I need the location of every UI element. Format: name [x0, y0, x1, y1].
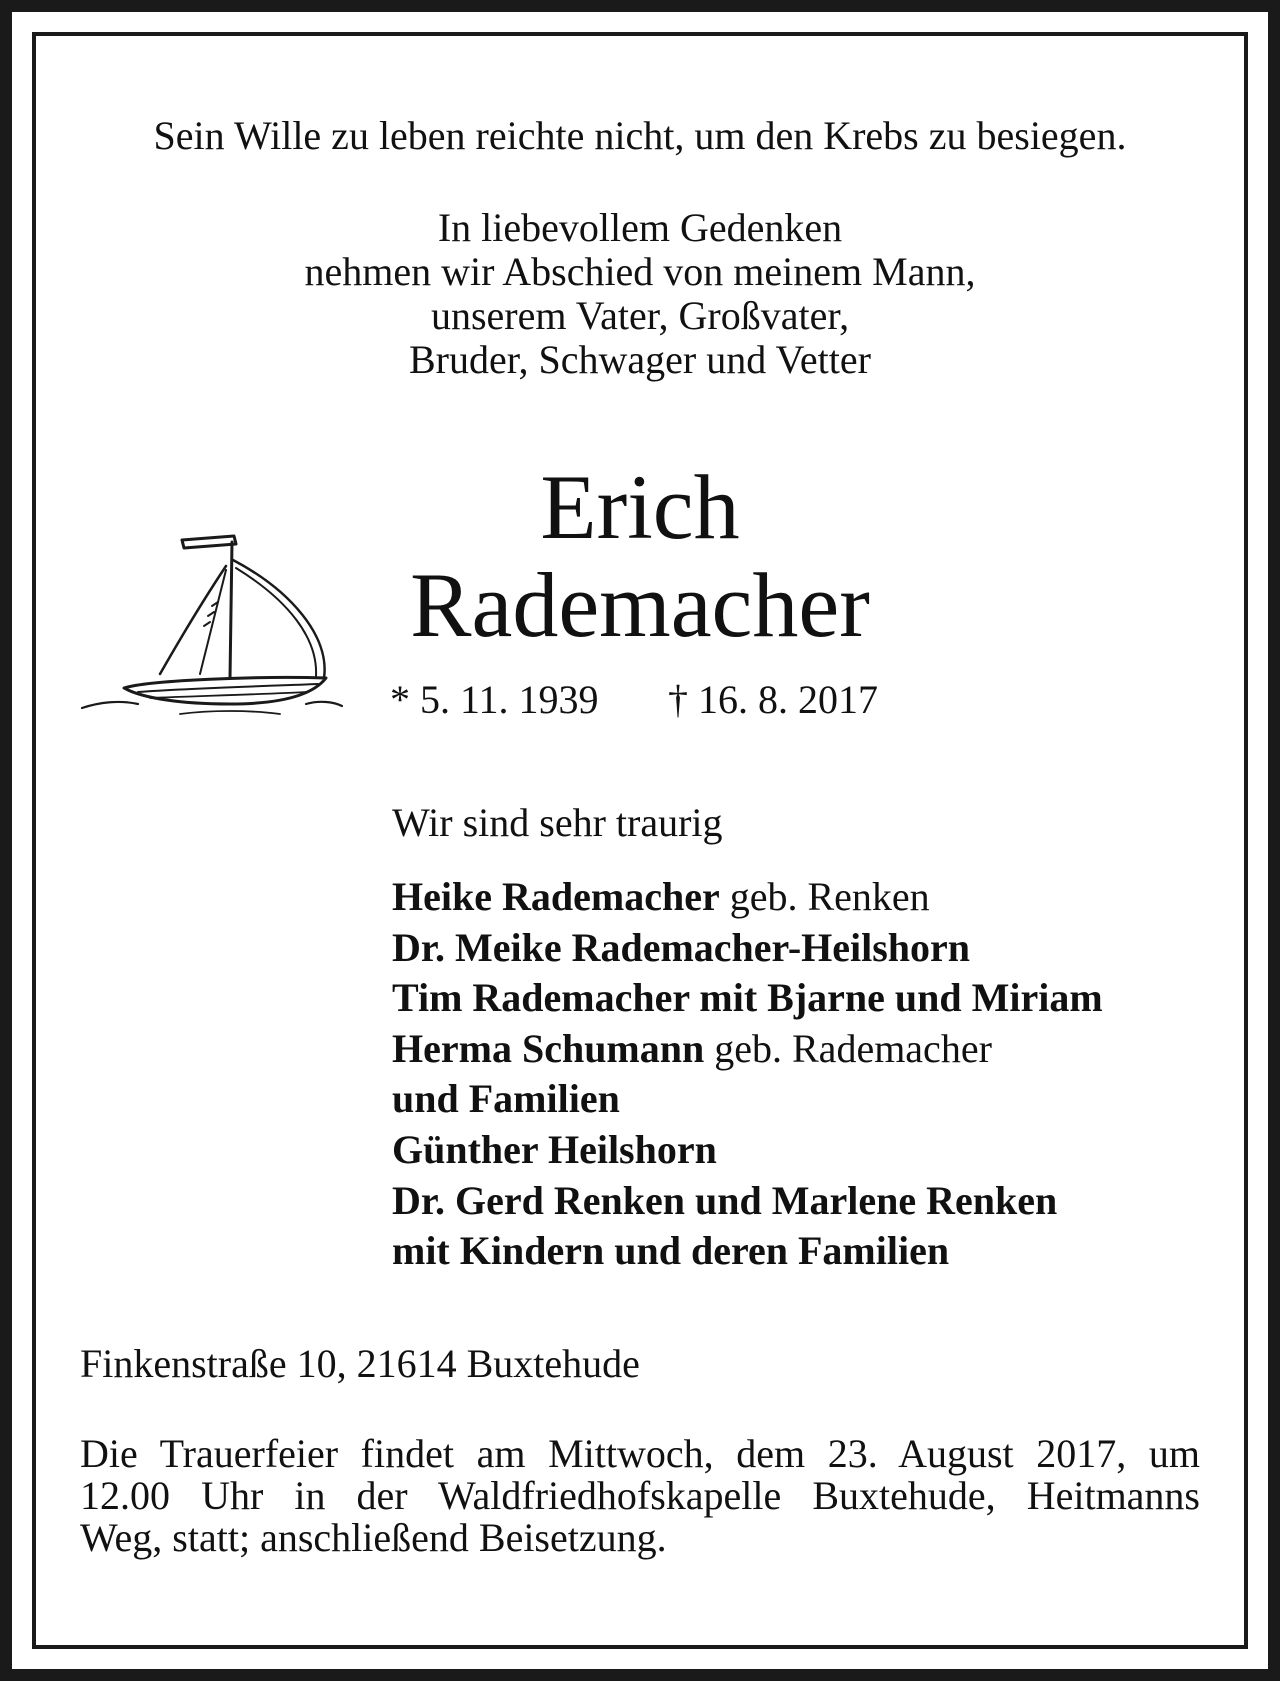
mourner-item [392, 973, 1212, 1024]
motto-text: Sein Wille zu leben reichte nicht, um den Krebs zu besiegen. [153, 113, 1127, 158]
ceremony-line: Weg, statt; anschließend Beisetzung. [80, 1515, 667, 1560]
mourner-name: Dr. Meike Rademacher-Heilshorn [392, 924, 971, 970]
intro-line: unserem Vater, Großvater, [430, 293, 850, 338]
ceremony-line: Die Trauerfeier findet am Mittwoch, dem 23. August 2017, um [80, 1431, 1200, 1476]
mourner-item [392, 1176, 1212, 1227]
address-text: Finkenstraße 10, 21614 Buxtehude [80, 1341, 640, 1386]
birth-date: * 5. 11. 1939 [390, 677, 599, 722]
mourner-item [392, 923, 1212, 974]
mourner-suffix: geb. Rademacher [704, 1025, 992, 1071]
mourner-name: Heike Rademacher [392, 874, 720, 919]
death-date: † 16. 8. 2017 [668, 677, 878, 722]
sailboat-icon [80, 528, 345, 723]
mourner-item [392, 1074, 1212, 1125]
mourner-name: mit Kindern und deren Familien [392, 1228, 950, 1274]
mourning-line: Wir sind sehr traurig [392, 800, 723, 845]
intro-text [0, 206, 1280, 382]
intro-line: nehmen wir Abschied von meinem Mann, [304, 249, 976, 294]
mourner-suffix: geb. Renken [719, 874, 930, 919]
mourner-name: Dr. Gerd Renken und Marlene Renken [392, 1177, 1058, 1223]
deceased-last-name: Rademacher [410, 554, 870, 656]
mourner-name: und Familien [392, 1076, 620, 1122]
mourners-list [392, 872, 1212, 1277]
intro-line: In liebevollem Gedenken [437, 205, 843, 250]
mourner-name: Tim Rademacher mit Bjarne und Miriam [392, 975, 1103, 1021]
ceremony-text [80, 1433, 1200, 1559]
mourner-item [392, 1125, 1212, 1176]
deceased-first-name: Erich [540, 456, 740, 558]
mourner-item [392, 872, 1212, 923]
mourner-item [392, 1226, 1212, 1277]
ceremony-line: 12.00 Uhr in der Waldfriedhofskapelle Buxtehude, Heitmanns [80, 1473, 1200, 1518]
mourner-name: Herma Schumann [392, 1025, 705, 1071]
mourner-item [392, 1024, 1212, 1075]
mourner-name: Günther Heilshorn [392, 1126, 717, 1172]
intro-line: Bruder, Schwager und Vetter [409, 337, 871, 382]
